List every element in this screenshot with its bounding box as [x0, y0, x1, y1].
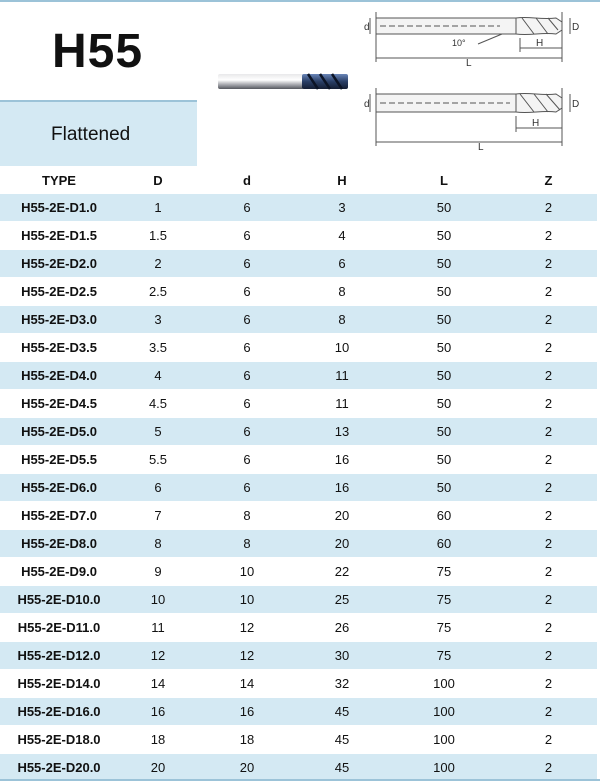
product-subtitle: Flattened — [51, 124, 131, 145]
Z-cell: 2 — [500, 586, 597, 614]
Z-cell: 2 — [500, 250, 597, 278]
d-cell: 18 — [198, 726, 296, 754]
L-cell: 100 — [388, 726, 500, 754]
table-row — [0, 530, 597, 558]
table-row — [0, 222, 597, 250]
table-row — [0, 334, 597, 362]
L-cell: 60 — [388, 502, 500, 530]
D-cell: 3.5 — [118, 334, 198, 362]
table-row — [0, 250, 597, 278]
Z-cell: 2 — [500, 530, 597, 558]
type-cell: H55-2E-D10.0 — [0, 586, 118, 614]
type-cell: H55-2E-D6.0 — [0, 474, 118, 502]
d-cell: 20 — [198, 754, 296, 782]
H-cell: 22 — [296, 558, 388, 586]
d-cell: 12 — [198, 614, 296, 642]
d-cell: 6 — [198, 306, 296, 334]
table-row — [0, 390, 597, 418]
Z-cell: 2 — [500, 306, 597, 334]
col-header-type: TYPE — [42, 172, 76, 188]
H-cell: 8 — [296, 306, 388, 334]
d-cell: 6 — [198, 278, 296, 306]
table-row — [0, 754, 597, 782]
dim-label-overall-L: L — [466, 58, 472, 69]
dim-label-overall-L-2: L — [478, 142, 484, 152]
Z-cell: 2 — [500, 222, 597, 250]
table-row — [0, 726, 597, 754]
type-cell: H55-2E-D2.5 — [0, 278, 118, 306]
Z-cell: 2 — [500, 446, 597, 474]
d-cell: 8 — [198, 530, 296, 558]
d-cell: 6 — [198, 474, 296, 502]
H-cell: 32 — [296, 670, 388, 698]
Z-cell: 2 — [500, 614, 597, 642]
type-cell: H55-2E-D14.0 — [0, 670, 118, 698]
type-cell: H55-2E-D12.0 — [0, 642, 118, 670]
D-cell: 5 — [118, 418, 198, 446]
dim-label-angle: 10° — [452, 38, 466, 48]
Z-cell: 2 — [500, 754, 597, 782]
D-cell: 2 — [118, 250, 198, 278]
H-cell: 16 — [296, 446, 388, 474]
D-cell: 10 — [118, 586, 198, 614]
dim-label-flute-H-2: H — [532, 118, 540, 129]
D-cell: 12 — [118, 642, 198, 670]
table-row — [0, 670, 597, 698]
subtitle-banner — [0, 100, 197, 166]
H-cell: 45 — [296, 698, 388, 726]
Z-cell: 2 — [500, 362, 597, 390]
d-cell: 6 — [198, 194, 296, 222]
d-cell: 6 — [198, 334, 296, 362]
type-cell: H55-2E-D9.0 — [0, 558, 118, 586]
type-cell: H55-2E-D1.0 — [0, 194, 118, 222]
L-cell: 100 — [388, 698, 500, 726]
col-header-d: d — [243, 172, 251, 188]
D-cell: 16 — [118, 698, 198, 726]
type-cell: H55-2E-D3.5 — [0, 334, 118, 362]
dim-label-cut-D-2: D — [572, 99, 580, 110]
D-cell: 4.5 — [118, 390, 198, 418]
L-cell: 50 — [388, 418, 500, 446]
table-row — [0, 362, 597, 390]
table-row — [0, 586, 597, 614]
table-row — [0, 418, 597, 446]
H-cell: 10 — [296, 334, 388, 362]
table-row — [0, 642, 597, 670]
H-cell: 8 — [296, 278, 388, 306]
d-cell: 12 — [198, 642, 296, 670]
Z-cell: 2 — [500, 474, 597, 502]
Z-cell: 2 — [500, 558, 597, 586]
D-cell: 1 — [118, 194, 198, 222]
dim-label-flute-H: H — [536, 38, 544, 49]
top-divider — [0, 0, 600, 2]
end-mill-photo — [218, 70, 350, 94]
Z-cell: 2 — [500, 502, 597, 530]
D-cell: 8 — [118, 530, 198, 558]
table-row — [0, 194, 597, 222]
H-cell: 11 — [296, 362, 388, 390]
H-cell: 20 — [296, 502, 388, 530]
D-cell: 11 — [118, 614, 198, 642]
L-cell: 75 — [388, 642, 500, 670]
Z-cell: 2 — [500, 726, 597, 754]
D-cell: 6 — [118, 474, 198, 502]
H-cell: 26 — [296, 614, 388, 642]
Z-cell: 2 — [500, 278, 597, 306]
H-cell: 4 — [296, 222, 388, 250]
D-cell: 20 — [118, 754, 198, 782]
H-cell: 20 — [296, 530, 388, 558]
Z-cell: 2 — [500, 642, 597, 670]
type-cell: H55-2E-D20.0 — [0, 754, 118, 782]
L-cell: 100 — [388, 754, 500, 782]
L-cell: 50 — [388, 474, 500, 502]
D-cell: 9 — [118, 558, 198, 586]
H-cell: 25 — [296, 586, 388, 614]
L-cell: 75 — [388, 614, 500, 642]
L-cell: 100 — [388, 670, 500, 698]
spec-table-header — [0, 166, 597, 194]
Z-cell: 2 — [500, 390, 597, 418]
type-cell: H55-2E-D16.0 — [0, 698, 118, 726]
type-cell: H55-2E-D3.0 — [0, 306, 118, 334]
type-cell: H55-2E-D5.0 — [0, 418, 118, 446]
d-cell: 6 — [198, 222, 296, 250]
L-cell: 50 — [388, 250, 500, 278]
D-cell: 18 — [118, 726, 198, 754]
D-cell: 2.5 — [118, 278, 198, 306]
L-cell: 50 — [388, 222, 500, 250]
Z-cell: 2 — [500, 334, 597, 362]
table-row — [0, 446, 597, 474]
L-cell: 50 — [388, 446, 500, 474]
col-header-L: L — [440, 172, 448, 188]
d-cell: 14 — [198, 670, 296, 698]
spec-table — [0, 166, 597, 782]
L-cell: 50 — [388, 278, 500, 306]
d-cell: 6 — [198, 250, 296, 278]
type-cell: H55-2E-D7.0 — [0, 502, 118, 530]
L-cell: 50 — [388, 306, 500, 334]
H-cell: 45 — [296, 726, 388, 754]
table-row — [0, 698, 597, 726]
H-cell: 3 — [296, 194, 388, 222]
table-row — [0, 502, 597, 530]
d-cell: 6 — [198, 390, 296, 418]
L-cell: 75 — [388, 558, 500, 586]
Z-cell: 2 — [500, 670, 597, 698]
bottom-divider — [0, 779, 600, 781]
table-row — [0, 614, 597, 642]
H-cell: 11 — [296, 390, 388, 418]
D-cell: 14 — [118, 670, 198, 698]
Z-cell: 2 — [500, 418, 597, 446]
type-cell: H55-2E-D2.0 — [0, 250, 118, 278]
col-header-Z: Z — [544, 172, 553, 188]
product-title: H55 — [52, 25, 144, 78]
D-cell: 3 — [118, 306, 198, 334]
d-cell: 10 — [198, 558, 296, 586]
D-cell: 1.5 — [118, 222, 198, 250]
L-cell: 50 — [388, 390, 500, 418]
dim-label-shank-d: d — [364, 22, 370, 33]
Z-cell: 2 — [500, 194, 597, 222]
L-cell: 50 — [388, 362, 500, 390]
table-row — [0, 474, 597, 502]
D-cell: 7 — [118, 502, 198, 530]
L-cell: 75 — [388, 586, 500, 614]
dim-label-cut-D: D — [572, 22, 580, 33]
L-cell: 50 — [388, 194, 500, 222]
col-header-D: D — [153, 172, 163, 188]
type-cell: H55-2E-D4.5 — [0, 390, 118, 418]
d-cell: 6 — [198, 418, 296, 446]
type-cell: H55-2E-D1.5 — [0, 222, 118, 250]
type-cell: H55-2E-D11.0 — [0, 614, 118, 642]
D-cell: 4 — [118, 362, 198, 390]
d-cell: 16 — [198, 698, 296, 726]
H-cell: 13 — [296, 418, 388, 446]
type-cell: H55-2E-D18.0 — [0, 726, 118, 754]
Z-cell: 2 — [500, 698, 597, 726]
spec-table-body — [0, 194, 597, 782]
d-cell: 8 — [198, 502, 296, 530]
L-cell: 60 — [388, 530, 500, 558]
dimension-diagram-square-end — [360, 8, 582, 70]
dim-label-shank-d-2: d — [364, 99, 370, 110]
d-cell: 6 — [198, 446, 296, 474]
dimension-diagram-flattened — [360, 86, 582, 152]
type-cell: H55-2E-D5.5 — [0, 446, 118, 474]
col-header-H: H — [337, 172, 347, 188]
H-cell: 16 — [296, 474, 388, 502]
table-row — [0, 278, 597, 306]
type-cell: H55-2E-D4.0 — [0, 362, 118, 390]
H-cell: 30 — [296, 642, 388, 670]
d-cell: 6 — [198, 362, 296, 390]
L-cell: 50 — [388, 334, 500, 362]
H-cell: 6 — [296, 250, 388, 278]
table-row — [0, 558, 597, 586]
d-cell: 10 — [198, 586, 296, 614]
H-cell: 45 — [296, 754, 388, 782]
type-cell: H55-2E-D8.0 — [0, 530, 118, 558]
table-row — [0, 306, 597, 334]
D-cell: 5.5 — [118, 446, 198, 474]
